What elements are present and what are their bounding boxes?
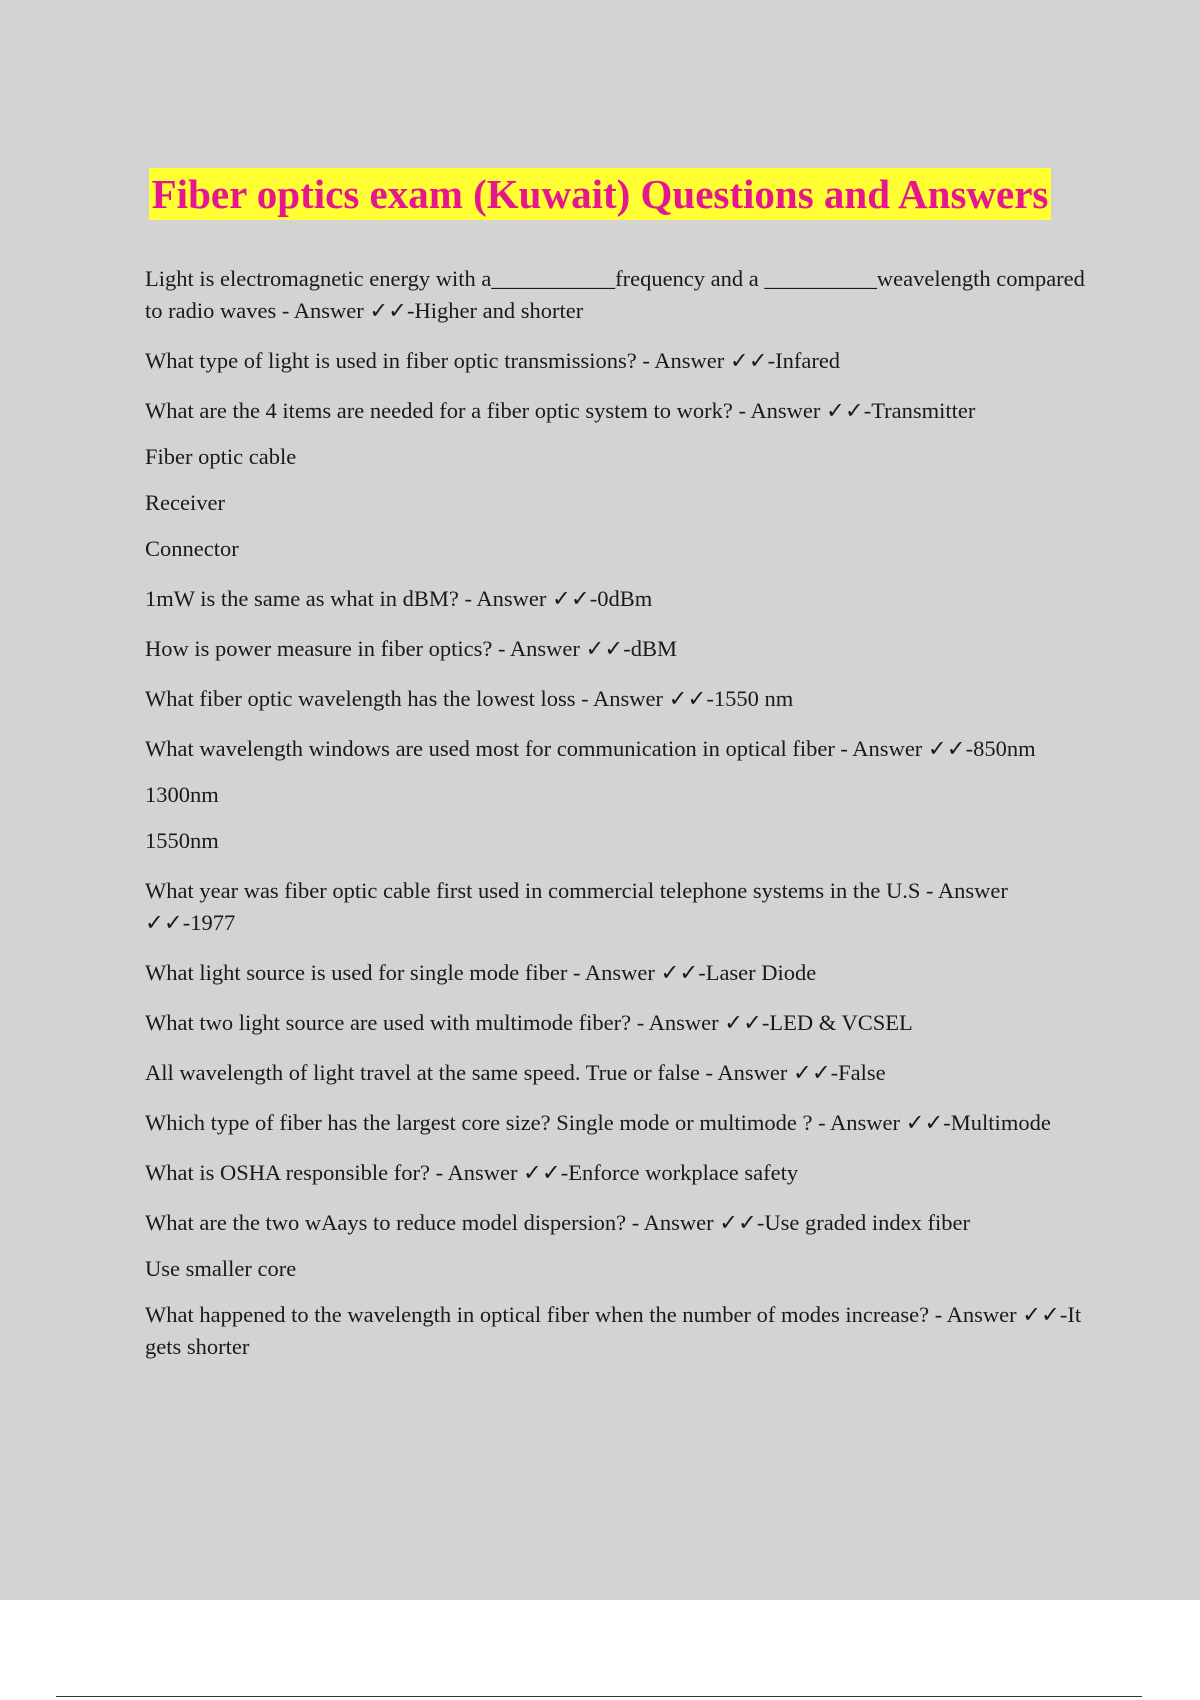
qa-paragraph: What is OSHA responsible for? - Answer ✓✓-Enforce workplace safety — [145, 1160, 799, 1185]
qa-paragraph: 1300nm — [145, 782, 219, 807]
qa-content — [145, 263, 1095, 1381]
page-footer — [0, 1600, 1200, 1700]
document-title: Fiber optics exam (Kuwait) Questions and Answers — [149, 168, 1052, 220]
qa-paragraph: Connector — [145, 536, 239, 561]
qa-paragraph: Light is electromagnetic energy with a___________frequency and a __________weavelength compared to radio waves - Answer ✓✓-Higher and shorter — [145, 266, 1085, 323]
qa-paragraph: What fiber optic wavelength has the lowest loss - Answer ✓✓-1550 nm — [145, 686, 794, 711]
qa-paragraph: Fiber optic cable — [145, 444, 297, 469]
qa-paragraph: What are the two wAays to reduce model dispersion? - Answer ✓✓-Use graded index fiber — [145, 1210, 970, 1235]
qa-paragraph: 1550nm — [145, 828, 219, 853]
footer-divider — [56, 1696, 1142, 1697]
qa-paragraph: Receiver — [145, 490, 225, 515]
qa-paragraph: What year was fiber optic cable first used in commercial telephone systems in the U.S - Answer ✓✓-1977 — [145, 878, 1008, 935]
qa-paragraph: What two light source are used with multimode fiber? - Answer ✓✓-LED & VCSEL — [145, 1010, 913, 1035]
qa-paragraph: What light source is used for single mode fiber - Answer ✓✓-Laser Diode — [145, 960, 817, 985]
qa-paragraph: All wavelength of light travel at the same speed. True or false - Answer ✓✓-False — [145, 1060, 886, 1085]
title-container — [0, 168, 1200, 220]
qa-paragraph: What wavelength windows are used most for communication in optical fiber - Answer ✓✓-850nm — [145, 736, 1036, 761]
qa-paragraph: What happened to the wavelength in optical fiber when the number of modes increase? - Answer ✓✓-It gets shorter — [145, 1302, 1082, 1359]
qa-paragraph: What are the 4 items are needed for a fiber optic system to work? - Answer ✓✓-Transmitter — [145, 398, 976, 423]
qa-paragraph: Which type of fiber has the largest core size? Single mode or multimode ? - Answer ✓✓-Multimode — [145, 1110, 1051, 1135]
qa-paragraph: 1mW is the same as what in dBM? - Answer ✓✓-0dBm — [145, 586, 653, 611]
qa-paragraph: Use smaller core — [145, 1256, 297, 1281]
qa-paragraph: What type of light is used in fiber optic transmissions? - Answer ✓✓-Infared — [145, 348, 841, 373]
qa-paragraph: How is power measure in fiber optics? - Answer ✓✓-dBM — [145, 636, 677, 661]
